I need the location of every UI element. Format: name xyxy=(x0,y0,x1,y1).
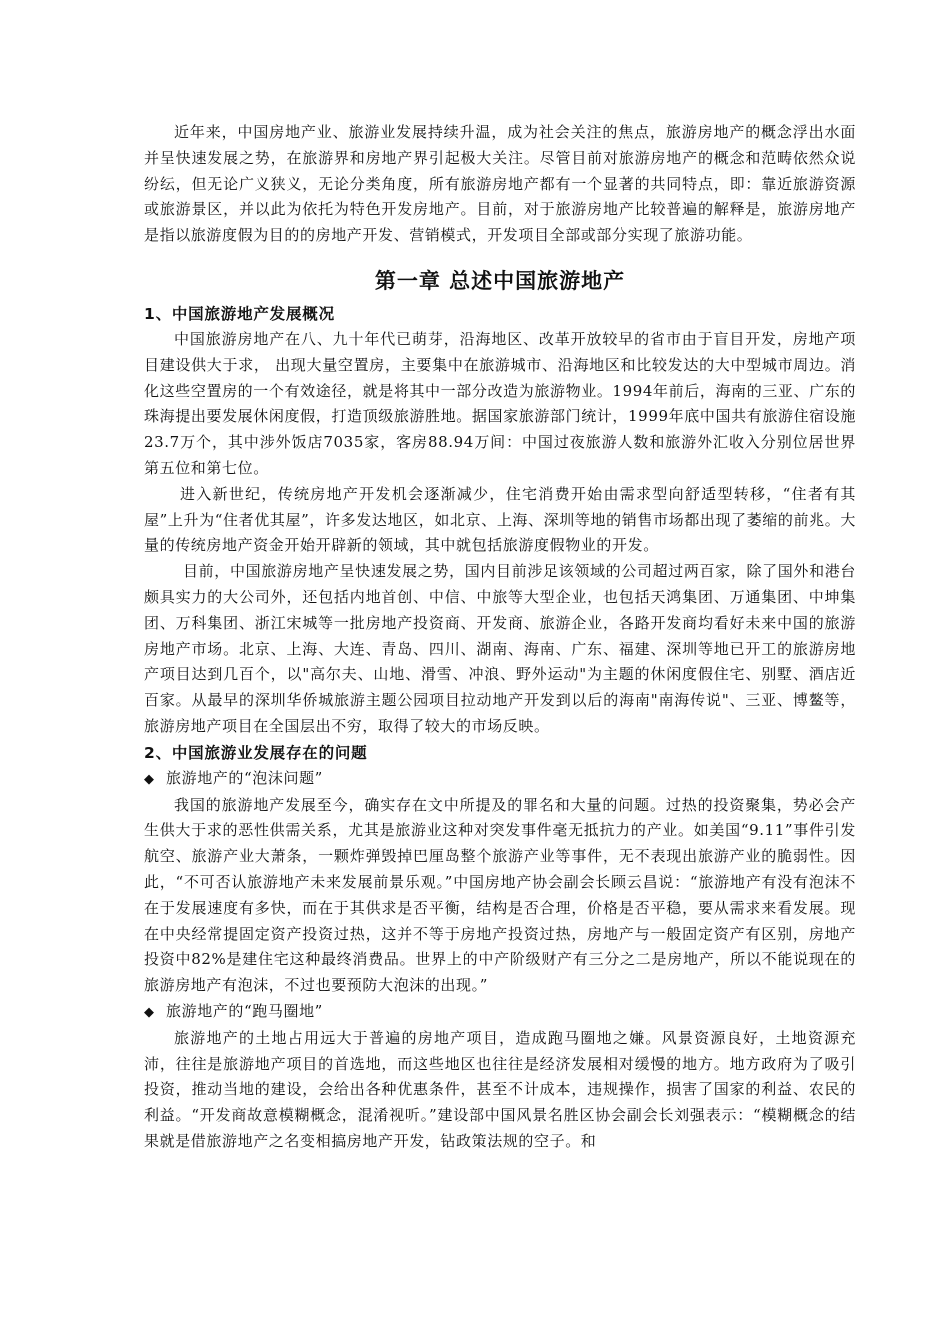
bullet-item-bubble xyxy=(144,766,856,793)
land-grab-paragraph: 旅游地产的土地占用远大于普遍的房地产项目，造成跑马圈地之嫌。风景资源良好，土地资源充沛，往往是旅游地产项目的首选地，而这些地区也往往是经济发展相对缓慢的地方。地方政府为了吸引投资，推动当地的建设，会给出各种优惠条件，甚至不计成本，违规操作，损害了国家的利益、农民的利益。“开发商故意模糊概念，混淆视听。”建设部中国风景名胜区协会副会长刘强表示：“模糊概念的结果就是借旅游地产之名变相搞房地产开发，钻政策法规的空子。和 xyxy=(144,1028,856,1150)
overview-paragraph-2: 进入新世纪，传统房地产开发机会逐渐减少，住宅消费开始由需求型向舒适型转移，“住者有其屋”上升为“住者优其屋”，许多发达地区，如北京、上海、深圳等地的销售市场都出现了萎缩的前兆。大量的传统房地产资金开始开辟新的领域，其中就包括旅游度假物业的开发。 xyxy=(144,484,856,555)
diamond-icon: ◆ xyxy=(144,771,155,787)
chapter-title: 第一章 总述中国旅游地产 xyxy=(374,268,626,293)
document-page xyxy=(144,120,856,1155)
overview-paragraph-3: 目前，中国旅游房地产呈快速发展之势，国内目前涉足该领域的公司超过两百家，除了国外和港台颇具实力的大公司外，还包括内地首创、中信、中旅等大型企业，也包括天鸿集团、万通集团、中坤集团、万科集团、浙江宋城等一批房地产投资商、开发商、旅游企业，各路开发商均看好未来中国的旅游房地产市场。北京、上海、大连、青岛、四川、湖南、海南、广东、福建、深圳等地已开工的旅游房地产项目达到几百个，以"高尔夫、山地、滑雪、冲浪、野外运动"为主题的休闲度假住宅、别墅、酒店近百家。从最早的深圳华侨城旅游主题公园项目拉动地产开发到以后的海南"南海传说"、三亚、博鳌等，旅游房地产项目在全国层出不穷，取得了较大的市场反映。 xyxy=(144,562,856,735)
bubble-paragraph: 我国的旅游地产发展至今，确实存在文中所提及的罪名和大量的问题。过热的投资聚集，势必会产生供大于求的恶性供需关系，尤其是旅游业这种对突发事件毫无抵抗力的产业。如美国“9.11”事件引发航空、旅游产业大萧条，一颗炸弹毁掉巴厘岛整个旅游产业等事件，无不表现出旅游产业的脆弱性。因此，“不可否认旅游地产未来发展前景乐观。”中国房地产协会副会长顾云昌说：“旅游地产有没有泡沫不在于发展速度有多快，而在于其供求是否平衡，结构是否合理，价格是否平稳，要从需求来看发展。现在中央经常提固定资产投资过热，这并不等于房地产投资过热，房地产与一般固定资产有区别，房地产投资中82%是建住宅这种最终消费品。世界上的中产阶级财产有三分之二是房地产，所以不能说现在的旅游房地产有泡沫，不过也要预防大泡沫的出现。” xyxy=(144,795,856,995)
intro-paragraph: 近年来，中国房地产业、旅游业发展持续升温，成为社会关注的焦点，旅游房地产的概念浮出水面并呈快速发展之势，在旅游界和房地产界引起极大关注。尽管目前对旅游房地产的概念和范畴依然众说纷纭，但无论广义狭义，无论分类角度，所有旅游房地产都有一个显著的共同特点，即：靠近旅游资源或旅游景区，并以此为依托为特色开发房地产。目前，对于旅游房地产比较普遍的解释是，旅游房地产是指以旅游度假为目的的房地产开发、营销模式，开发项目全部或部分实现了旅游功能。 xyxy=(144,123,856,245)
bullet-item-land-grab xyxy=(144,999,856,1026)
overview-paragraph-1: 中国旅游房地产在八、九十年代已萌芽，沿海地区、改革开放较早的省市由于盲目开发，房地产项目建设供大于求， 出现大量空置房，主要集中在旅游城市、沿海地区和比较发达的大中型城市周边。消化这些空置房的一个有效途径，就是将其中一部分改造为旅游物业。1994年前后，海南的三亚、广东的珠海提出要发展休闲度假，打造顶级旅游胜地。据国家旅游部门统计，1999年底中国共有旅游住宿设施23.7万个，其中涉外饭店7035家，客房88.94万间：中国过夜旅游人数和旅游外汇收入分别位居世界第五位和第七位。 xyxy=(144,329,856,477)
section-heading-overview: 1、中国旅游地产发展概况 xyxy=(144,304,335,323)
bullet-title-bubble: 旅游地产的“泡沫问题” xyxy=(166,768,323,787)
section-heading-problems: 2、中国旅游业发展存在的问题 xyxy=(144,743,368,762)
diamond-icon: ◆ xyxy=(144,1004,155,1020)
bullet-title-land-grab: 旅游地产的“跑马圈地” xyxy=(166,1001,323,1020)
